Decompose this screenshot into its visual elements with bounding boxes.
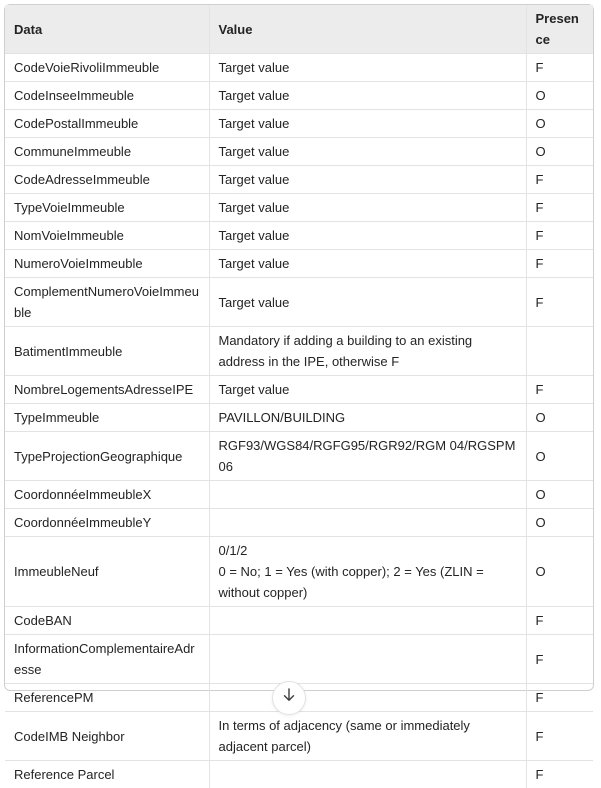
cell-value <box>209 54 526 82</box>
cell-value <box>209 481 526 509</box>
value-line: RGF93/WGS84/RGFG95/RGR92/RGM 04/RGSPM 06 <box>219 435 517 477</box>
header-row <box>5 5 593 54</box>
value-line: Target value <box>219 197 517 218</box>
cell-value <box>209 404 526 432</box>
table-row <box>5 607 593 635</box>
cell-presence: F <box>526 635 593 684</box>
cell-data: Reference Parcel <box>5 761 209 788</box>
table-row <box>5 404 593 432</box>
cell-presence: O <box>526 110 593 138</box>
cell-value <box>209 166 526 194</box>
value-line: PAVILLON/BUILDING <box>219 407 517 428</box>
table-row <box>5 376 593 404</box>
table-row <box>5 54 593 82</box>
cell-data: CoordonnéeImmeubleY <box>5 509 209 537</box>
cell-presence: F <box>526 250 593 278</box>
cell-value <box>209 635 526 684</box>
cell-value <box>209 537 526 607</box>
cell-presence: O <box>526 537 593 607</box>
table-row <box>5 432 593 481</box>
cell-data: CodeInseeImmeuble <box>5 82 209 110</box>
table-row <box>5 194 593 222</box>
value-line: Target value <box>219 113 517 134</box>
value-line: Target value <box>219 57 517 78</box>
cell-data: CommuneImmeuble <box>5 138 209 166</box>
cell-data: NombreLogementsAdresseIPE <box>5 376 209 404</box>
value-line: Mandatory if adding a building to an existing address in the IPE, otherwise F <box>219 330 517 372</box>
table-row <box>5 712 593 761</box>
value-line: Target value <box>219 141 517 162</box>
cell-value <box>209 432 526 481</box>
cell-data: NumeroVoieImmeuble <box>5 250 209 278</box>
cell-value <box>209 607 526 635</box>
value-line: Target value <box>219 253 517 274</box>
cell-data: CoordonnéeImmeubleX <box>5 481 209 509</box>
cell-value <box>209 110 526 138</box>
cell-presence: O <box>526 404 593 432</box>
cell-data: ReferencePM <box>5 684 209 712</box>
table-row <box>5 166 593 194</box>
cell-presence: O <box>526 82 593 110</box>
table-body <box>5 54 593 788</box>
table-row <box>5 509 593 537</box>
cell-data: TypeVoieImmeuble <box>5 194 209 222</box>
cell-presence: O <box>526 138 593 166</box>
cell-presence <box>526 327 593 376</box>
cell-value <box>209 82 526 110</box>
cell-presence: F <box>526 278 593 327</box>
cell-data: CodePostalImmeuble <box>5 110 209 138</box>
cell-presence: F <box>526 712 593 761</box>
value-line: Target value <box>219 292 517 313</box>
value-line: Target value <box>219 85 517 106</box>
cell-value <box>209 278 526 327</box>
cell-presence: F <box>526 761 593 788</box>
cell-data: CodeVoieRivoliImmeuble <box>5 54 209 82</box>
cell-value <box>209 376 526 404</box>
cell-data: ComplementNumeroVoieImmeuble <box>5 278 209 327</box>
cell-value <box>209 138 526 166</box>
value-line: In terms of adjacency (same or immediately adjacent parcel) <box>219 715 517 757</box>
table-row <box>5 82 593 110</box>
cell-data: TypeImmeuble <box>5 404 209 432</box>
table-header <box>5 5 593 54</box>
cell-presence: F <box>526 54 593 82</box>
value-line: Target value <box>219 169 517 190</box>
table-row <box>5 278 593 327</box>
cell-data: NomVoieImmeuble <box>5 222 209 250</box>
table-row <box>5 138 593 166</box>
cell-presence: O <box>526 481 593 509</box>
cell-value <box>209 684 526 712</box>
cell-data: TypeProjectionGeographique <box>5 432 209 481</box>
cell-presence: F <box>526 166 593 194</box>
cell-data: BatimentImmeuble <box>5 327 209 376</box>
value-line: 0/1/2 <box>219 540 517 561</box>
column-header-value: Value <box>209 5 526 54</box>
value-line: Target value <box>219 225 517 246</box>
cell-value <box>209 222 526 250</box>
cell-value <box>209 712 526 761</box>
table-row <box>5 327 593 376</box>
spec-table-container <box>4 4 594 691</box>
cell-presence: O <box>526 509 593 537</box>
cell-presence: F <box>526 607 593 635</box>
spec-table <box>5 5 593 788</box>
cell-presence: F <box>526 222 593 250</box>
table-row <box>5 222 593 250</box>
cell-presence: O <box>526 432 593 481</box>
cell-data: CodeAdresseImmeuble <box>5 166 209 194</box>
table-row <box>5 110 593 138</box>
cell-presence: F <box>526 684 593 712</box>
scroll-to-bottom-button[interactable] <box>272 681 306 715</box>
value-line: Target value <box>219 379 517 400</box>
table-row <box>5 761 593 788</box>
cell-presence: F <box>526 194 593 222</box>
table-row <box>5 635 593 684</box>
cell-data: ImmeubleNeuf <box>5 537 209 607</box>
cell-data: InformationComplementaireAdresse <box>5 635 209 684</box>
cell-value <box>209 194 526 222</box>
table-row <box>5 537 593 607</box>
table-row <box>5 481 593 509</box>
cell-presence: F <box>526 376 593 404</box>
column-header-data: Data <box>5 5 209 54</box>
cell-value <box>209 327 526 376</box>
table-row <box>5 250 593 278</box>
cell-data: CodeBAN <box>5 607 209 635</box>
cell-data: CodeIMB Neighbor <box>5 712 209 761</box>
cell-value <box>209 761 526 788</box>
value-line: 0 = No; 1 = Yes (with copper); 2 = Yes (ZLIN = without copper) <box>219 561 517 603</box>
down-arrow-icon <box>281 687 297 703</box>
column-header-presence: Presence <box>526 5 593 54</box>
cell-value <box>209 250 526 278</box>
cell-value <box>209 509 526 537</box>
